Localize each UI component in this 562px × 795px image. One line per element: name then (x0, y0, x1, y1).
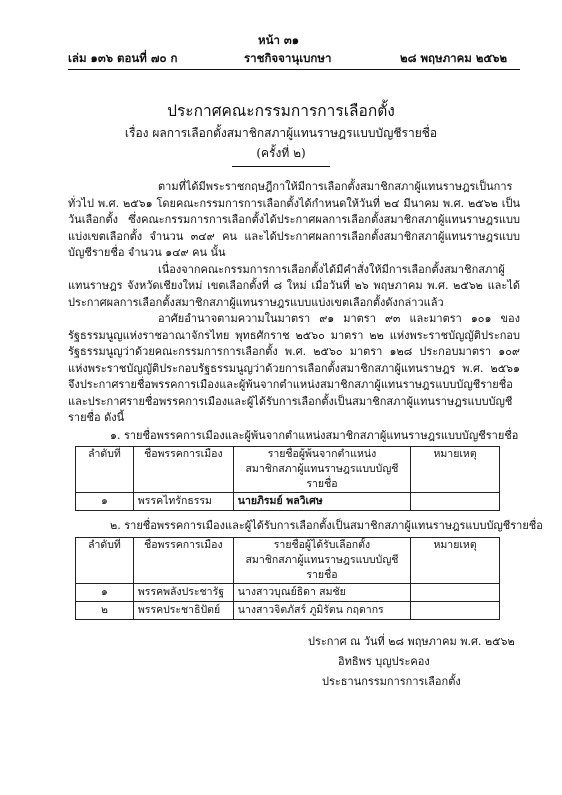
row-party: พรรคพลังประชารัฐ (133, 584, 233, 602)
row-no: ๑ (76, 493, 134, 511)
gazette-book-issue: เล่ม ๑๓๖ ตอนที่ ๗๐ ก (68, 51, 178, 65)
paragraph-2: เนื่องจากคณะกรรมการการเลือกตั้งได้มีคำสั่งให้มีการเลือกตั้งสมาชิกสภาผู้แทนราษฎร จังหวัดเชียงใหม่ เขตเลือกตั้งที่ ๘ ใหม่ เมื่อวันที่ ๒๖ พฤษภาคม พ.ศ. ๒๕๖๒ และได้ประกาศผลการเลือกตั้งสมาชิกสภาผู้แทนราษฎรแบบแบ่งเขตเลือกตั้งดังกล่าวแล้ว (68, 262, 520, 309)
paragraph-1: ตามที่ได้มีพระราชกฤษฎีกาให้มีการเลือกตั้งสมาชิกสภาผู้แทนราษฎรเป็นการทั่วไป พ.ศ. ๒๕๖๑ โดยคณะกรรมการการเลือกตั้งได้กำหนดให้วันที่ ๒๔ มีนาคม พ.ศ. ๒๕๖๒ เป็นวันเลือกตั้ง ซึ่งคณะกรรมการการเลือกตั้งได้ประกาศผลการเลือกตั้งสมาชิกสภาผู้แทนราษฎรแบบแบ่งเขตเลือกตั้ง จำนวน ๓๔๙ คน และได้ประกาศผลการเลือกตั้งสมาชิกสภาผู้แทนราษฎรแบบบัญชีรายชื่อ จำนวน ๑๔๙ คน นั้น (68, 180, 520, 259)
column-header-party: ชื่อพรรคการเมือง (133, 538, 233, 584)
column-header-name: รายชื่อผู้พ้นจากตำแหน่ง สมาชิกสภาผู้แทนราษฎรแบบบัญชีรายชื่อ (233, 447, 410, 493)
table-row (76, 584, 500, 602)
title-underline (232, 166, 330, 167)
column-header-party: ชื่อพรรคการเมือง (133, 447, 233, 493)
paragraph-3: อาศัยอำนาจตามความในมาตรา ๙๑ มาตรา ๙๓ และมาตรา ๑๐๑ ของรัฐธรรมนูญแห่งราชอาณาจักรไทย พุทธศักราช ๒๕๖๐ มาตรา ๒๒ แห่งพระราชบัญญัติประกอบรัฐธรรมนูญว่าด้วยคณะกรรมการการเลือกตั้ง พ.ศ. ๒๕๖๐ มาตรา ๑๒๘ ประกอบมาตรา ๑๐๙ แห่งพระราชบัญญัติประกอบรัฐธรรมนูญว่าด้วยการเลือกตั้งสมาชิกสภาผู้แทนราษฎร พ.ศ. ๒๕๖๑ จึงประกาศรายชื่อพรรคการเมืองและผู้พ้นจากตำแหน่งสมาชิกสภาผู้แทนราษฎรแบบบัญชีรายชื่อ และประกาศรายชื่อพรรคการเมืองและผู้ได้รับการเลือกตั้งเป็นสมาชิกสภาผู้แทนราษฎรแบบบัญชีรายชื่อ ดังนี้ (68, 312, 520, 424)
section-2-heading: ๒. รายชื่อพรรคการเมืองและผู้ได้รับการเลือกตั้งเป็นสมาชิกสภาผู้แทนราษฎรแบบบัญชีรายชื่อ (110, 519, 543, 532)
signatory-position: ประธานกรรมการการเลือกตั้ง (322, 675, 461, 688)
signature-date: ประกาศ ณ วันที่ ๒๘ พฤษภาคม พ.ศ. ๒๕๖๒ (308, 635, 515, 648)
column-header-name: รายชื่อผู้ได้รับเลือกตั้ง สมาชิกสภาผู้แทนราษฎรแบบบัญชีรายชื่อ (233, 538, 410, 584)
announcement-round: (ครั้งที่ ๒) (256, 146, 306, 160)
section-1-table (75, 446, 500, 511)
section-2-table (75, 537, 500, 620)
row-party: พรรคประชาธิปัตย์ (133, 602, 233, 620)
row-note (411, 584, 500, 602)
announcement-subject: เรื่อง ผลการเลือกตั้งสมาชิกสภาผู้แทนราษฎรแบบบัญชีรายชื่อ (124, 126, 438, 140)
table-header-row (76, 447, 500, 493)
announcement-title: ประกาศคณะกรรมการการเลือกตั้ง (167, 102, 395, 120)
section-1-heading: ๑. รายชื่อพรรคการเมืองและผู้พ้นจากตำแหน่งสมาชิกสภาผู้แทนราษฎรแบบบัญชีรายชื่อ (110, 429, 519, 442)
column-header-no: ลำดับที่ (76, 447, 134, 493)
table-row (76, 602, 500, 620)
column-header-note: หมายเหตุ (411, 447, 500, 493)
row-name: นางสาวจิตภัสร์ ภูมิรัตน กฤดากร (233, 602, 410, 620)
header-rule (68, 69, 520, 70)
row-note (411, 602, 500, 620)
table-row (76, 493, 500, 511)
table-header-row (76, 538, 500, 584)
page-number: หน้า ๓๑ (258, 33, 300, 47)
gazette-date: ๒๘ พฤษภาคม ๒๕๖๒ (400, 51, 508, 65)
column-header-note: หมายเหตุ (411, 538, 500, 584)
row-no: ๒ (76, 602, 134, 620)
row-note (411, 493, 500, 511)
signatory-name: อิทธิพร บุญประคอง (338, 655, 430, 668)
row-name: นางสาวบุณย์ธิดา สมชัย (233, 584, 410, 602)
row-party: พรรคไทรักธรรม (133, 493, 233, 511)
column-header-no: ลำดับที่ (76, 538, 134, 584)
gazette-name: ราชกิจจานุเบกษา (244, 51, 332, 65)
row-no: ๑ (76, 584, 134, 602)
row-name: นายภิรมย์ พลวิเศษ (233, 493, 410, 511)
body-text (68, 179, 520, 427)
